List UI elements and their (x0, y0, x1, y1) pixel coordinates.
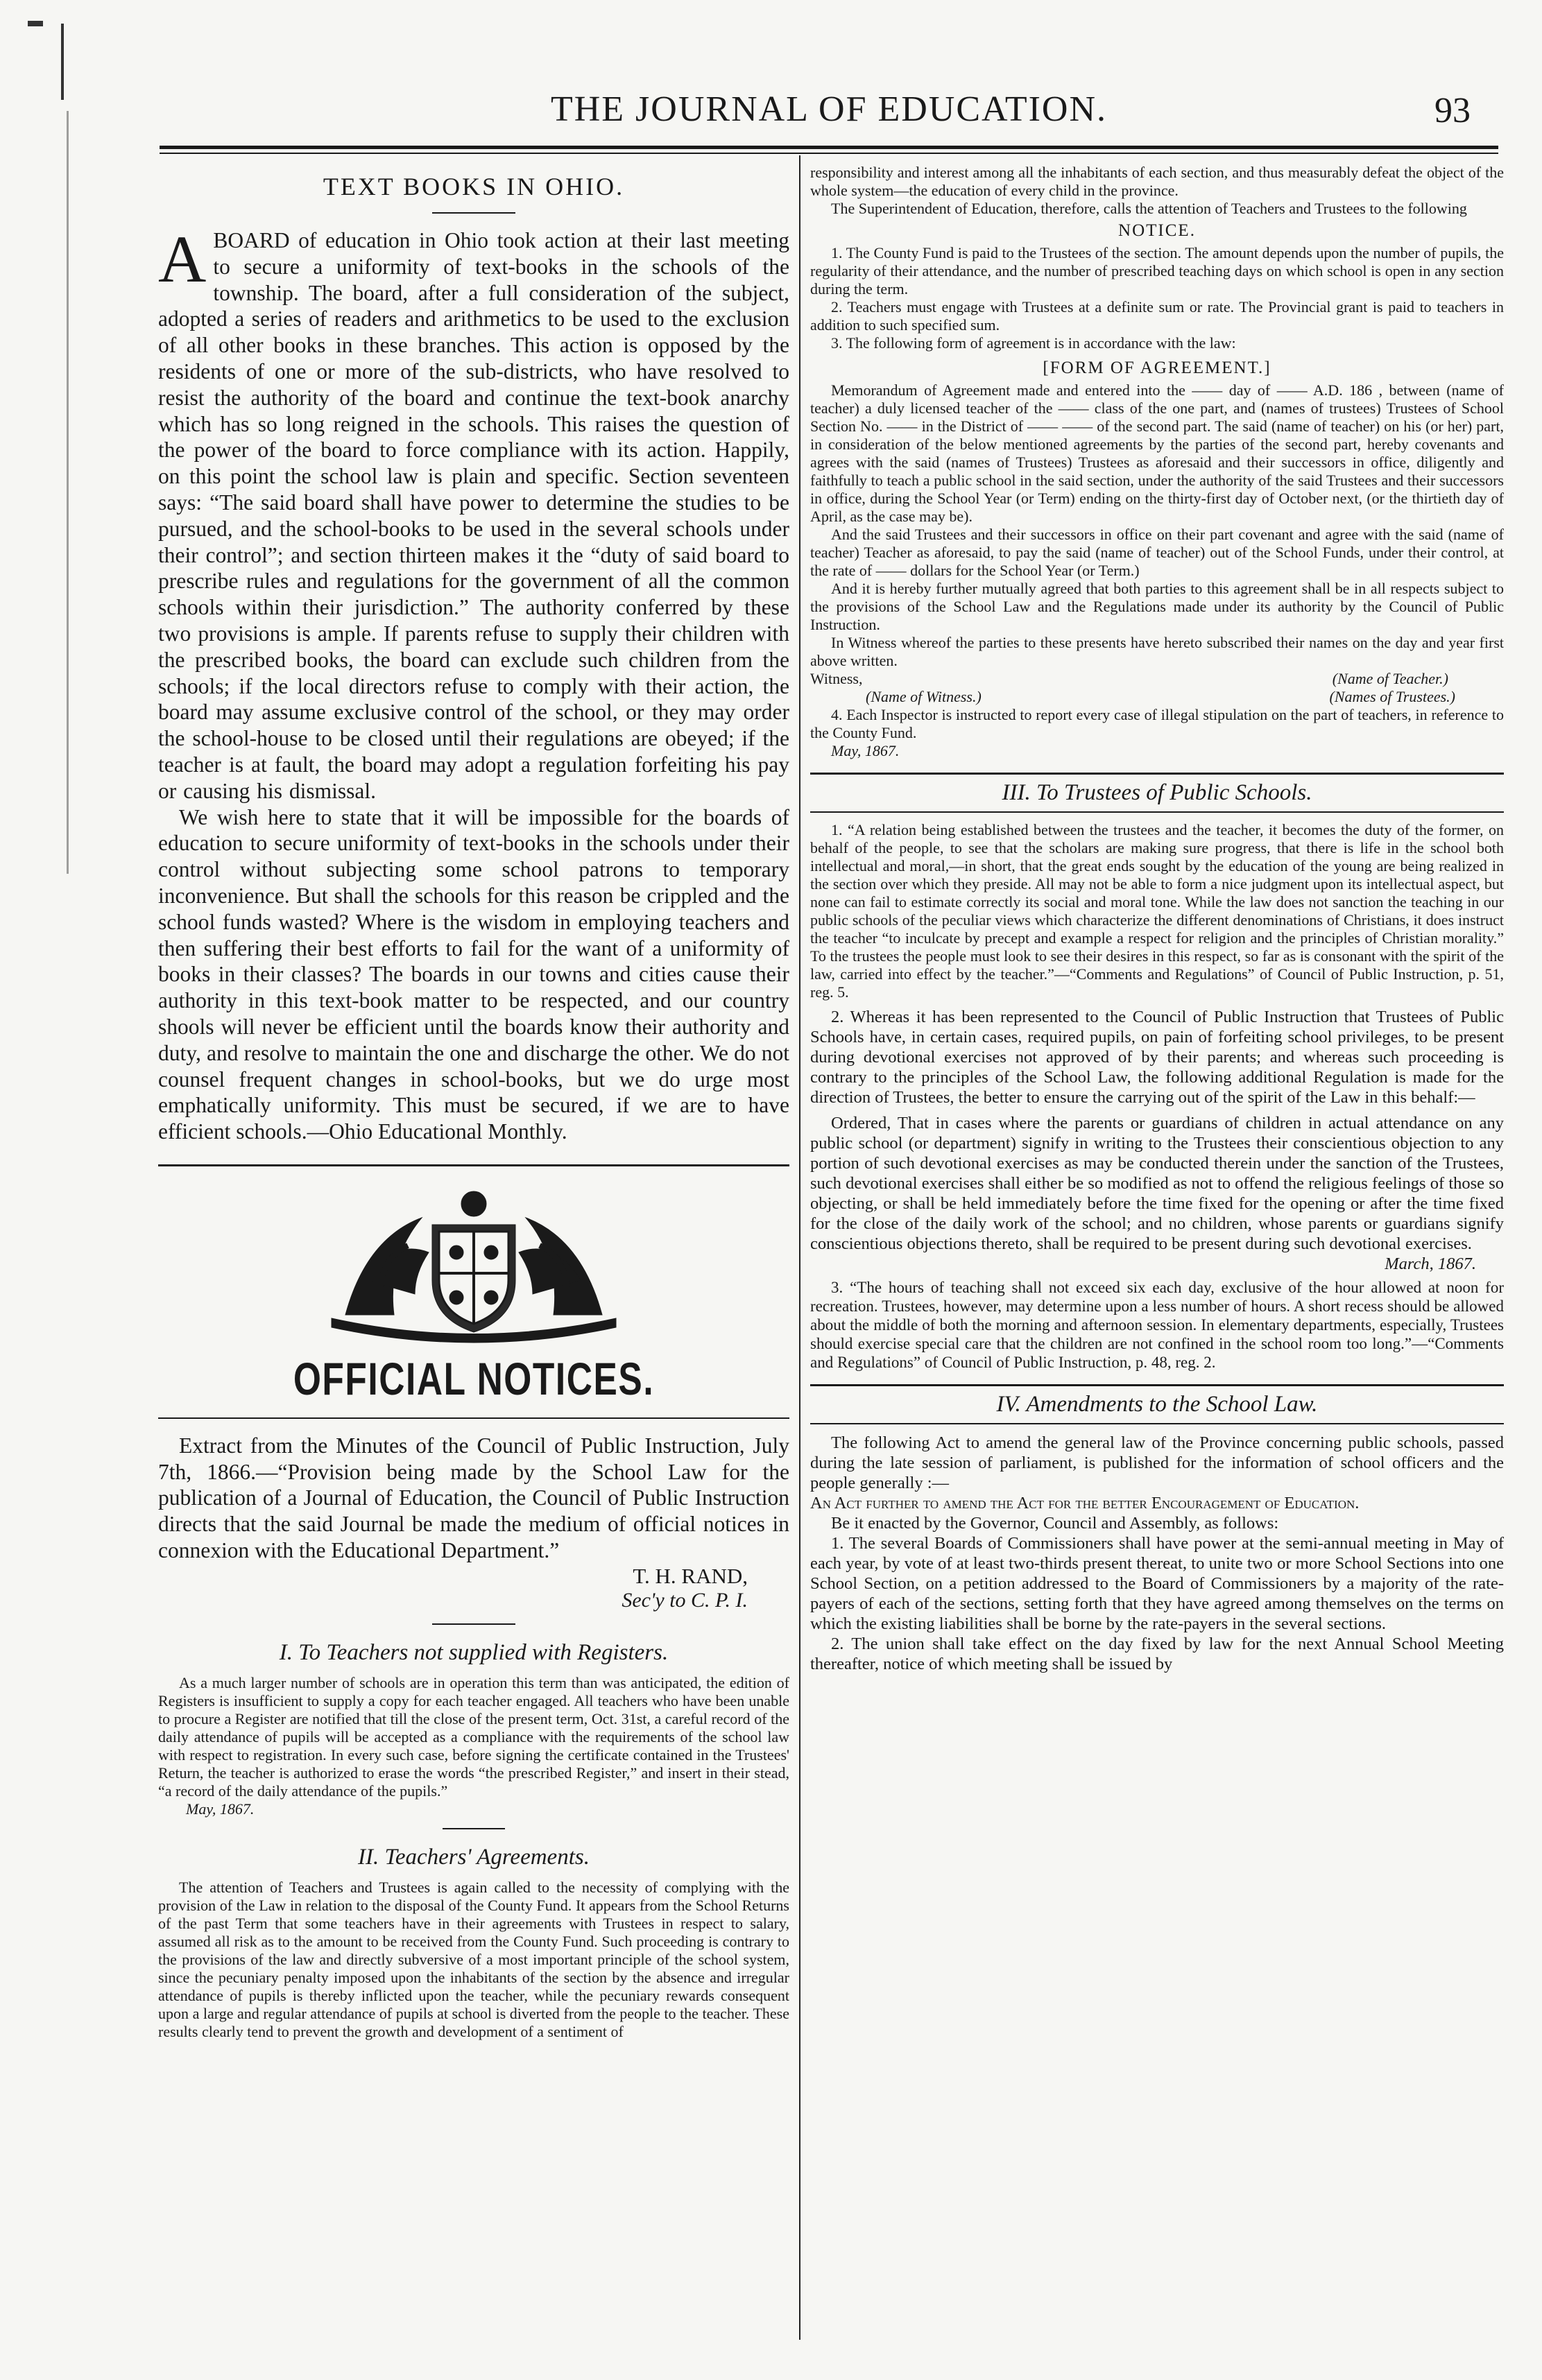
section-rule (158, 1164, 789, 1166)
notice-item: 3. The following form of agreement is in accordance with the law: (831, 334, 1236, 352)
header-rule (160, 146, 1498, 149)
journal-title: THE JOURNAL OF EDUCATION. (550, 89, 1108, 129)
form-body: In Witness whereof the parties to these presents have hereto subscribed their names on the day and year first above written. (810, 634, 1504, 669)
notice-heading: NOTICE. (1118, 221, 1196, 240)
act-title: An Act further to amend the Act for the better Encouragement of Education. (810, 1494, 1360, 1512)
page-number: 93 (1434, 91, 1471, 130)
trustees-name-placeholder: (Names of Trustees.) (1329, 688, 1455, 705)
section-body: 1. “A relation being established between the trustees and the teacher, it becomes the duty of the former, on behalf of the people, to see that the scholars are making sure progress, that there is life in the school both intellectual and moral,—in short, that the great ends sought by the education of the young are being realized in the section over which they preside. All may not be able to form a nice judgment upon its intellectual aspect, but none can fail to estimate correctly its social and moral tone. While the law does not sanction the teaching in our public schools of the peculiar views which characterize the different denominations of Christians, it does instruct the teacher “to inculcate by precept and example a respect for religion and the principles of Christian morality.” To the trustees the people must look to see their desires in this respect, so far as is consonant with the spirit of the law, carried into effect by the teacher.”—“Comments and Regulations” of Council of Public Instruction, p. 51, reg. 5. (810, 821, 1504, 1001)
signature-block (158, 1564, 789, 1612)
column-divider (799, 155, 800, 2340)
witness-name-placeholder: (Name of Witness.) (866, 688, 982, 705)
section-title: II. Teachers' Agreements. (358, 1844, 590, 1870)
council-extract: Extract from the Minutes of the Council of Public Instruction, July 7th, 1866.—“Provision being made by the School Law for the publication of a Journal of Education, the Council of Public Instruction directs that the said Journal be made the medium of official notices in connexion with the Educational Department.” (158, 1433, 789, 1563)
form-body: And the said Trustees and their successors in office on their part covenant and agree with the said (name of teacher) Teacher as aforesaid, to pay the said (name of teacher) out of the School Funds, under their control, at the rate of —— dollars for the School Year (or Term.) (810, 526, 1504, 579)
section-date: March, 1867. (1385, 1254, 1476, 1273)
scan-mark (61, 24, 64, 100)
section-body: 2. Whereas it has been represented to the Council of Public Instruction that Trustees of Public Schools have, in certain cases, required pupils, on pain of forfeiting school privileges, to be present during devotional exercises not approved of by their parents; and whereas such proceeding is contrary to the principles of the School Law, the following additional Regulation is made for the direction of Trustees, the better to ensure the carrying out of the spirit of the Law in this behalf:— (810, 1008, 1504, 1107)
section-rule (810, 773, 1504, 775)
continued-text: The Superintendent of Education, therefore, calls the attention of Teachers and Trustees to the following (831, 200, 1467, 217)
left-column (158, 164, 789, 2041)
section-body: Ordered, That in cases where the parents or guardians of children in actual attendance on any public school (or department) signify in writing to the Trustees their conscientious objection to any portion of such devotional exercises as may be conducted therein under the sanction of the Trustees, such devotional exercises shall either be so modified as not to offend the religious feelings of those so objecting, or shall be held immediately before the time fixed for the opening or after the time fixed for the close of the daily work of the school; and no children, whose parents or guardians signify conscientious objections thereto, shall be required to be present during such devotional exercises. (810, 1114, 1504, 1253)
notice-item: 4. Each Inspector is instructed to report every case of illegal stipulation on the part of teachers, in reference to the County Fund. (810, 706, 1504, 741)
section-body: The following Act to amend the general law of the Province concerning public schools, passed during the late session of parliament, is published for the information of school officers and the people generally :— (810, 1433, 1504, 1492)
teacher-name-placeholder: (Name of Teacher.) (1332, 670, 1448, 687)
article-title: TEXT BOOKS IN OHIO. (323, 173, 625, 200)
signer-name: T. H. RAND, (633, 1563, 748, 1588)
section-body: As a much larger number of schools are in operation this term than was anticipated, the edition of Registers is insufficient to supply a copy for each teacher engaged. All teachers who have been unable to procure a Register are notified that till the close of the present term, Oct. 31st, a careful record of the daily attendance of pupils will be accepted as a compliance with the requirements of the school law with respect to registration. In every such case, before signing the certificate contained in the Trustees' Return, the teacher is authorized to erase the words “the prescribed Register,” and insert in their stead, “a record of the daily attendance of the pupils.” (158, 1673, 789, 1800)
coat-of-arms-emblem (158, 1176, 789, 1349)
section-body: Be it enacted by the Governor, Council and Assembly, as follows: (831, 1514, 1279, 1533)
coat-of-arms-icon (158, 1176, 789, 1349)
signer-title: Sec'y to C. P. I. (622, 1588, 748, 1612)
article-paragraph: We wish here to state that it will be impossible for the boards of education to secure uniformity of text-books in the schools under their control without subjecting some school patrons to temporary inconvenience. But shall the schools for this reason be crippled and the school funds wasted? Where is the wisdom in employing teachers and then suffering their best efforts to fail for the want of a uniformity of books in their classes? The boards in our towns and cities cause their authority in this text-book matter to be respected, and our country shools will never be efficient until the boards know their authority and duty, and resolve to maintain the one and discharge the other. We do not counsel frequent changes in school-books, but we do urge most emphatically uniformity. This must be secured, if we are to have efficient schools.—Ohio Educational Monthly. (158, 804, 789, 1144)
witness-label: Witness, (810, 670, 863, 687)
section-rule (810, 811, 1504, 813)
section-title: I. To Teachers not supplied with Registers. (279, 1639, 669, 1665)
form-heading: [FORM OF AGREEMENT.] (1043, 359, 1271, 377)
section-title: III. To Trustees of Public Schools. (1002, 780, 1312, 805)
notice-date: May, 1867. (831, 742, 900, 759)
title-rule (432, 212, 515, 214)
section-body: 1. The several Boards of Commissioners shall have power at the semi-annual meeting in May of each year, by vote of at least two-thirds present thereat, to unite two or more School Sections into one School Section, on a petition addressed to the Board of Commissioners by a majority of the rate-payers of each of the sections, setting forth that they have agreed among themselves on the terms on which the existing liabilities shall be borne by the rate-payers in the several sections. (810, 1534, 1504, 1633)
right-column (810, 164, 1504, 1674)
section-rule (158, 1417, 789, 1419)
witness-line (810, 670, 1504, 688)
section-body: 3. “The hours of teaching shall not exceed six each day, exclusive of the hour allowed at noon for recreation. Trustees, however, may determine upon a less number of hours. A short recess should be allowed about the middle of both the morning and afternoon session. In elementary departments, especially, Trustees should exercise special care that the children are not confined in the school room too long.”—“Comments and Regulations” of Council of Public Instruction, p. 48, reg. 2. (810, 1279, 1504, 1371)
section-rule (810, 1384, 1504, 1386)
divider-rule (443, 1828, 505, 1829)
notice-item: 2. Teachers must engage with Trustees at a definite sum or rate. The Provincial grant is paid to teachers in addition to such specified sum. (810, 298, 1504, 334)
scan-mark (28, 21, 43, 26)
section-rule (810, 1423, 1504, 1424)
form-body: Memorandum of Agreement made and entered into the —— day of —— A.D. 186 , between (name of teacher) a duly licensed teacher of the —— class of the one part, and (names of trustees) Trustees of School Section No. —— in the District of —— —— of the second part. The said (name of teacher) on his (or her) part, in consideration of the below mentioned agreements by the parties of the second part, hereby covenants and agrees with the said (names of Trustees) Trustees as aforesaid and their successors in office, diligently and faithfully to teach a public school in the said section, under the authority of the said Trustees and their successors in office, during the School Year (or Term) ending on the thirty-first day of October next, (or the thirtieth day of April, as the case may be). (810, 381, 1504, 525)
form-body: And it is hereby further mutually agreed that both parties to this agreement shall be in all respects subject to the provisions of the School Law and the Regulations made under its authority by the Council of Public Instruction. (810, 580, 1504, 633)
section-body: 2. The union shall take effect on the day fixed by law for the next Annual School Meeting thereafter, notice of which meeting shall be issued by (810, 1635, 1504, 1673)
article-paragraph: A BOARD of education in Ohio took action at their last meeting to secure a uniformity of text-books in the schools of the township. The board, after a full consideration of the subject, adopted a series of readers and arithmetics to be used to the exclusion of all other books in these branches. This action is opposed by the residents of one or more of the sub-districts, who have resolved to resist the authority of the board and continue the text-book anarchy which has so long reigned in the schools. This raises the question of the power of the board to force compliance with its action. Happily, on this point the school law is plain and specific. Section seventeen says: “The said board shall have power to determine the studies to be pursued, and the school-books to be used in the several schools under their control”; and section thirteen makes it the “duty of said board to prescribe rules and regulations for the government of all the common schools within their jurisdiction.” The authority conferred by these two provisions is ample. If parents refuse to supply their children with the prescribed books, the board can exclude such children from the schools; if the local directors refuse to comply with their action, the board may assume exclusive control of the school, or they may order the school-house to be closed until their regulations are obeyed; if the teacher is at fault, the board may adopt a regulation forfeiting his pay or causing his dismissal. (158, 222, 789, 803)
drop-cap: A (158, 222, 207, 296)
running-header (160, 89, 1498, 139)
official-notices-title: OFFICIAL NOTICES. (293, 1352, 655, 1404)
continued-text: responsibility and interest among all the inhabitants of each section, and thus measurably defeat the object of the whole system—the education of every child in the province. (810, 164, 1504, 199)
divider-rule (432, 1623, 515, 1625)
section-body: The attention of Teachers and Trustees is again called to the necessity of complying with the provision of the Law in relation to the disposal of the County Fund. It appears from the School Returns of the past Term that some teachers have in their agreements with Trustees in respect to salary, assumed all risk as to the amount to be received from the County Fund. Such proceeding is contrary to the provisions of the law and directly subversive of a most important principle of the school system, since the pecuniary penalty imposed upon the inhabitants of the section by the absence and irregular attendance of pupils is thereby inflicted upon the teacher, while the pecuniary rewards consequent upon a large and regular attendance of pupils at school is diverted from the people to the teacher. These results clearly tend to prevent the growth and development of a sentiment of (158, 1878, 789, 2040)
signers-line (810, 688, 1504, 706)
notice-item: 1. The County Fund is paid to the Trustees of the section. The amount depends upon the number of pupils, the regularity of their attendance, and the number of prescribed teaching days on which school is open in any section during the term. (810, 244, 1504, 298)
section-title: IV. Amendments to the School Law. (996, 1392, 1318, 1417)
scan-mark (67, 111, 69, 874)
section-date: May, 1867. (186, 1800, 255, 1818)
header-rule (160, 153, 1498, 154)
